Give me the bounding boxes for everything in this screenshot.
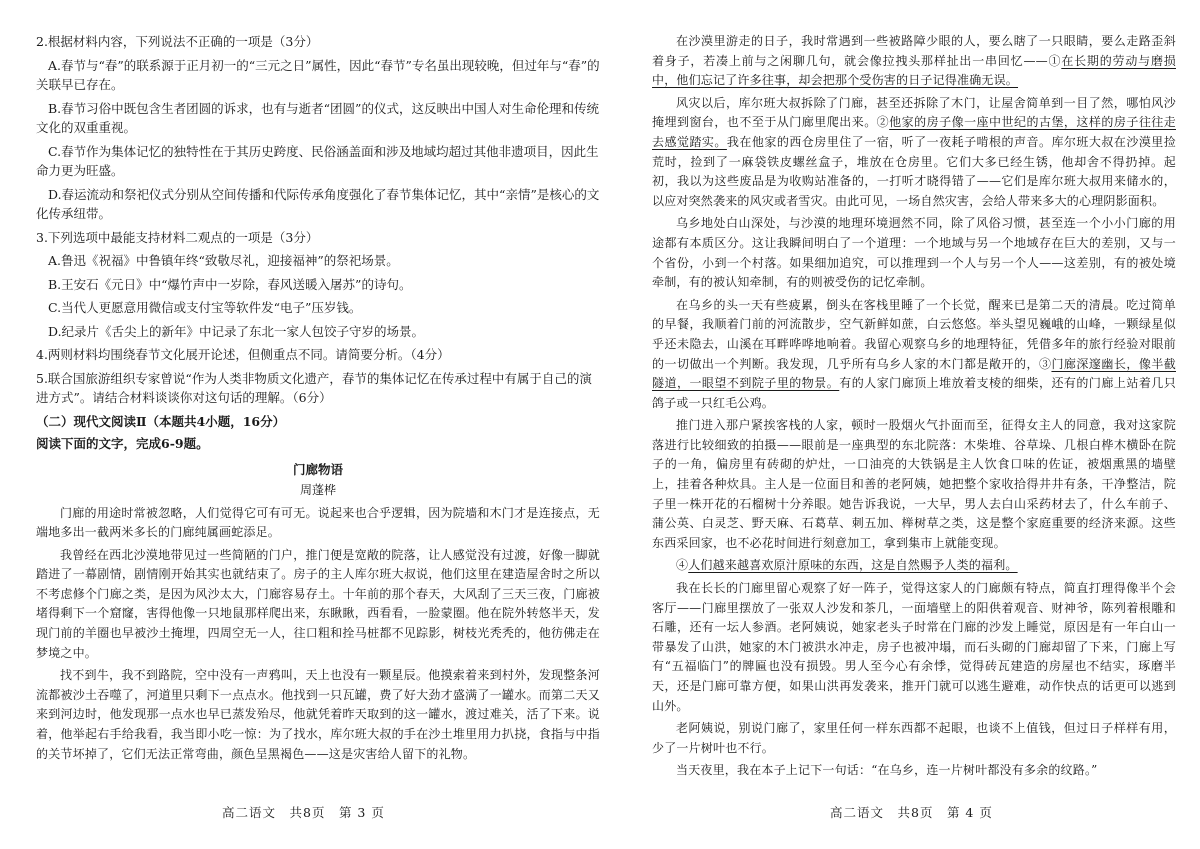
question-3-option-a: A.鲁迅《祝福》中鲁镇年终“致敬尽礼，迎接福神”的祭祀场景。 <box>48 253 399 268</box>
underlined-sentence-4: 人们越来越喜欢原汁原味的东西，这是自然赐予人类的福利。 <box>688 558 1018 573</box>
article-paragraph <box>652 94 1176 212</box>
underlined-sentence-1: 在长期的劳动与磨损中，他们忘记了许多往事，却会把那个受伤害的日子记得准确无误。 <box>652 53 1176 88</box>
question-2-option-b: B.春节习俗中既包含生者团圆的诉求，也有与逝者“团圆”的仪式，这反映出中国人对生命伦理和传统文化的双重重视。 <box>36 100 599 135</box>
question-4: 4.两则材料均围绕春节文化展开论述，但侧重点不同。请简要分析。（4分） <box>36 347 450 362</box>
article-paragraph: 找不到牛，我不到路院，空中没有一声鸦叫，天上也没有一颗星辰。他摸索着来到村外，发现整条河流都被沙土吞噬了，河道里只剩下一点点水。他找到一只瓦罐，费了好大劲才盛满了一罐水。而第二天又来到河边时，他发现那一点水也早已蒸发殆尽，他就凭着昨天取到的这一罐水，渡过难关，活了下来。说着，他举起右手给我看，我当即小吃一惊：为了找水，库尔班大叔的手在沙土堆里用力扒挠，食指与中指的关节坏掉了，它们无法正常弯曲，颜色呈黑褐色——这是灾害给人留下的礼物。 <box>36 668 600 761</box>
article-paragraph <box>652 556 1176 576</box>
page-footer-left: 高二语文 共8页 第 3 页 <box>222 805 385 820</box>
page-footer-right: 高二语文 共8页 第 4 页 <box>830 805 993 820</box>
paragraph-text: 乌乡地处白山深处，与沙漠的地理环境迥然不同，除了风俗习惯，甚至连一个小小门廊的用途都有本质区分。这让我瞬间明白了一个道理：一个地域与另一个地域存在巨大的差别，又与一个省份，小到一个村落。如果细加追究，可以推理到一个人与另一个人——这差别，有的被处境牵制，有的被认知牵制，有的则被受伤的记忆牵制。 <box>652 216 1176 290</box>
section-heading: （二）现代文阅读Ⅱ（本题共4小题，16分） <box>36 413 286 429</box>
article-paragraph: 我曾经在西北沙漠地带见过一些简陋的门户，推门便是宽敞的院落，让人感觉没有过渡，好像一脚就踏进了一幕剧情，剧情刚开始其实也就结束了。房子的主人库尔班大叔说，他们这里在建造屋舍时之所以不考虑修个门廊之类，是因为风沙太大，门廊容易存土。十年前的那个春天，大风刮了三天三夜，门廊被堵得剩下一个窟窿，害得他像一只地鼠那样爬出来，东瞅瞅，西看看，一脸蒙圈。他在院外转悠半天，发现门前的羊圈也早被沙土掩埋，四周空无一人，往口粗和拴马桩都不见踪影，树枝光秃秃的，他彷佛走在梦境之中。 <box>36 547 600 660</box>
article-paragraph <box>652 761 1176 781</box>
article-paragraph <box>652 214 1176 292</box>
paragraph-text: 有的人家门廊顶上堆放着支棱的细柴，还有的门廊上站着几只鸽子或一只红毛公鸡。 <box>652 376 1176 410</box>
question-3-stem: 3.下列选项中最能支持材料二观点的一项是（3分） <box>36 229 319 245</box>
underlined-sentence-2: 他家的房子像一座中世纪的古堡，这样的房子往往走去感觉踏实。 <box>652 115 1176 149</box>
article-paragraph <box>652 416 1176 553</box>
question-3-option-d: D.纪录片《舌尖上的新年》中记录了东北一家人包饺子守岁的场景。 <box>48 323 425 339</box>
paragraph-text: 当天夜里，我在本子上记下一句话：“在乌乡，连一片树叶都没有多余的纹路。” <box>676 763 1098 778</box>
article-title: 门廊物语 <box>292 461 343 477</box>
article-paragraph <box>652 296 1176 414</box>
paragraph-text: 在乌乡的头一天有些疲累，倒头在客栈里睡了一个长觉，醒来已是第二天的清晨。吃过简单的早餐，我顺着门前的河流散步，空气新鲜如蔗，白云悠悠。举头望见巍峨的山峰，一颗绿星似乎还未隐去，山溪在耳畔哗哗地响着。我留心观察乌乡的地理特征，凭借多年的旅行经验对眼前的一切做出一个判断。我发现，几乎所有乌乡人家的木门都是敞开的，③ <box>652 297 1176 371</box>
left-page <box>36 32 600 767</box>
question-2-option-a: A.春节与“春”的联系源于正月初一的“三元之日”属性，因此“春节”专名虽出现较晚，但过年与“春”的关联早已存在。 <box>36 57 600 92</box>
paragraph-text: 在沙漠里游走的日子，我时常遇到一些被路障少眼的人，要么瞎了一只眼睛，要么走路歪斜着身子，若凑上前与之闲聊几句，就会像拉拽头那样扯出一串回忆——① <box>652 34 1176 68</box>
paragraph-text: 我在他家的西仓房里住了一宿，听了一夜耗子啃根的声音。库尔班大叔在沙漠里捡荒时，捡到了一麻袋铁皮螺丝盒子，堆放在仓房里。它们大多已经生锈，他却舍不得扔掉。起初，我以为这些废品是为收购站准备的，一打听才晓得错了——它们是库尔班大叔用来储水的，以应对突然袭来的风灾或者雪灾。由此可见，一场自然灾害，会给人带来多大的心理阴影面积。 <box>652 134 1176 208</box>
question-3-option-c: C.当代人更愿意用微信或支付宝等软件发“电子”压岁钱。 <box>48 300 362 315</box>
question-2-option-c: C.春节作为集体记忆的独特性在于其历史跨度、民俗涵盖面和涉及地域均超过其他非遗项目，因此生命力更为旺盛。 <box>36 143 599 178</box>
paragraph-text: 我在长长的门廊里留心观察了好一阵子，觉得这家人的门廊颇有特点，简直打理得像半个会客厅——门廊里摆放了一张双人沙发和茶几，一面墙壁上的阳供着观音、财神爷，陈列着根雕和石雕，还有一坛人参酒。老阿姨说，她家老头子时常在门廊的沙发上睡觉，原因是有一年白山一带暴发了山洪，她家的木门被洪水冲走，房子也被冲塌，而石头砌的门廊却留了下来，门廊上写有“五福临门”的牌匾也没有损毁。男人至今心有余悸，觉得砖瓦建造的房屋也不结实，琢磨半天，还是门廊可靠方便，如果山洪再发袭来，推开门就可以逃生避难，动作快点的话更可以逃到山外。 <box>652 581 1176 713</box>
paragraph-text: ④ <box>676 558 689 573</box>
article-paragraph <box>652 719 1176 758</box>
article-paragraph <box>652 32 1176 91</box>
paragraph-text: 老阿姨说，别说门廊了，家里任何一样东西都不起眼，也谈不上值钱，但过日子样样有用，少了一片树叶也不行。 <box>652 721 1176 755</box>
question-3-option-b: B.王安石《元日》中“爆竹声中一岁除，春风送暖入屠苏”的诗句。 <box>48 276 412 292</box>
question-2-option-d: D.春运流动和祭祀仪式分别从空间传播和代际传承角度强化了春节集体记忆，其中“亲情”是核心的文化传承纽带。 <box>36 186 600 221</box>
article-author: 周蓬桦 <box>299 482 336 497</box>
article-paragraph: 门廊的用途时常被忽略，人们觉得它可有可无。说起来也合乎逻辑，因为院墙和木门才是连接点，无端地多出一截两米多长的门廊纯属画蛇添足。 <box>36 505 600 540</box>
paragraph-text: 风灾以后，库尔班大叔拆除了门廊，甚至还拆除了木门，让屋舍简单到一目了然，哪怕风沙掩埋到窗台，也不至于从门廊里爬出来。② <box>652 95 1176 130</box>
reading-instruction: 阅读下面的文字，完成6-9题。 <box>36 435 209 451</box>
article-paragraph <box>652 579 1176 716</box>
question-5: 5.联合国旅游组织专家曾说“作为人类非物质文化遗产，春节的集体记忆在传承过程中有属于自己的演进方式”。请结合材料谈谈你对这句话的理解。（6分） <box>36 370 592 405</box>
right-page <box>652 32 1176 784</box>
underlined-sentence-3: 门廊深邃幽长，像半截隧道，一眼望不到院子里的物景。 <box>652 356 1176 391</box>
paragraph-text: 推门进入那户紧挨客栈的人家，顿时一股烟火气扑面而至，征得女主人的同意，我对这家院落进行比较细致的拍摄——眼前是一座典型的东北院落：木柴堆、谷草垛、几根白桦木横卧在院子的一角，偏房里有砖砌的炉灶，一口油亮的大铁锅是主人饮食口味的佐证，被烟熏黑的墙壁上，挂着各种炊具。主人是一位面目和善的老阿姨，她把整个家收拾得井井有条，干净整洁，院子里一株开花的石榴树十分养眼。她告诉我说，一大早，男人去白山采药材去了，什么车前子、蒲公英、白灵芝、野天麻、石葛草、刺五加、榉树草之类，这是整个家庭重要的经济来源。这些东西采回家，也不必花时间进行刻意加工，拿到集市上就能变现。 <box>652 418 1176 550</box>
question-2-stem: 2.根据材料内容，下列说法不正确的一项是（3分） <box>36 34 319 49</box>
